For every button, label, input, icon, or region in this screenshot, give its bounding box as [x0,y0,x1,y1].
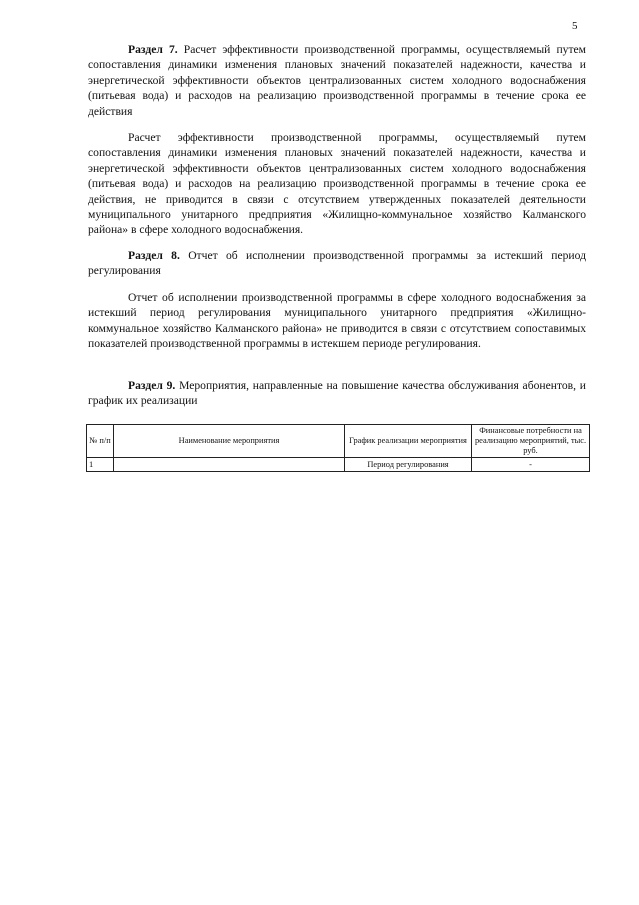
table-row [87,458,590,472]
cell-schedule: Период регулирования [345,458,472,472]
section-8-body: Отчет об исполнении производственной программы в сфере холодного водоснабжения за истекший период регулирования муниципального унитарного предприятия «Жилищно-коммунальное хозяйство Калманского района» не приводится в связи с отсутствием сопоставимых показателей производственной программы в истекшем периоде регулирования. [88,291,586,351]
header-num: № п/п [87,425,114,458]
section-9-heading [88,378,586,409]
section-7-heading [88,42,586,119]
cell-name [114,458,345,472]
cell-num: 1 [87,458,114,472]
header-schedule: График реализации мероприятия [345,425,472,458]
header-name: Наименование мероприятия [114,425,345,458]
section-8-label: Раздел 8. [128,249,180,262]
section-9-title: Мероприятия, направленные на повышение качества обслуживания абонентов, и график их реализации [88,379,587,408]
section-7-title: Расчет эффективности производственной программы, осуществляемый путем сопоставления динамики изменения плановых значений показателей надежности, качества и энергетической эффективности объектов централизованных систем холодного водоснабжения (питьевая вода) и расходов на реализацию производственной программы в течение срока ее действия [88,43,587,118]
table-header-row [87,425,590,458]
section-7-label: Раздел 7. [128,43,178,56]
section-8-heading [88,248,586,279]
section-7-body: Расчет эффективности производственной программы, осуществляемый путем сопоставления динамики изменения плановых значений показателей надежности, качества и энергетической эффективности объектов централизованных систем холодного водоснабжения (питьевая вода) и расходов на реализацию производственной программы в течение срока ее действия, не приводится в связи с отсутствием утвержденных показателей деятельности муниципального унитарного предприятия «Жилищно-коммунальное хозяйство Калманского района» в сфере холодного водоснабжения. [88,131,586,237]
measures-table [86,424,590,472]
cell-finance: - [472,458,590,472]
section-9-label: Раздел 9. [128,379,176,392]
page-number: 5 [572,20,578,32]
section-8-title: Отчет об исполнении производственной программы за истекший период регулирования [88,249,586,278]
header-finance: Финансовые потребности на реализацию мероприятий, тыс. руб. [472,425,590,458]
